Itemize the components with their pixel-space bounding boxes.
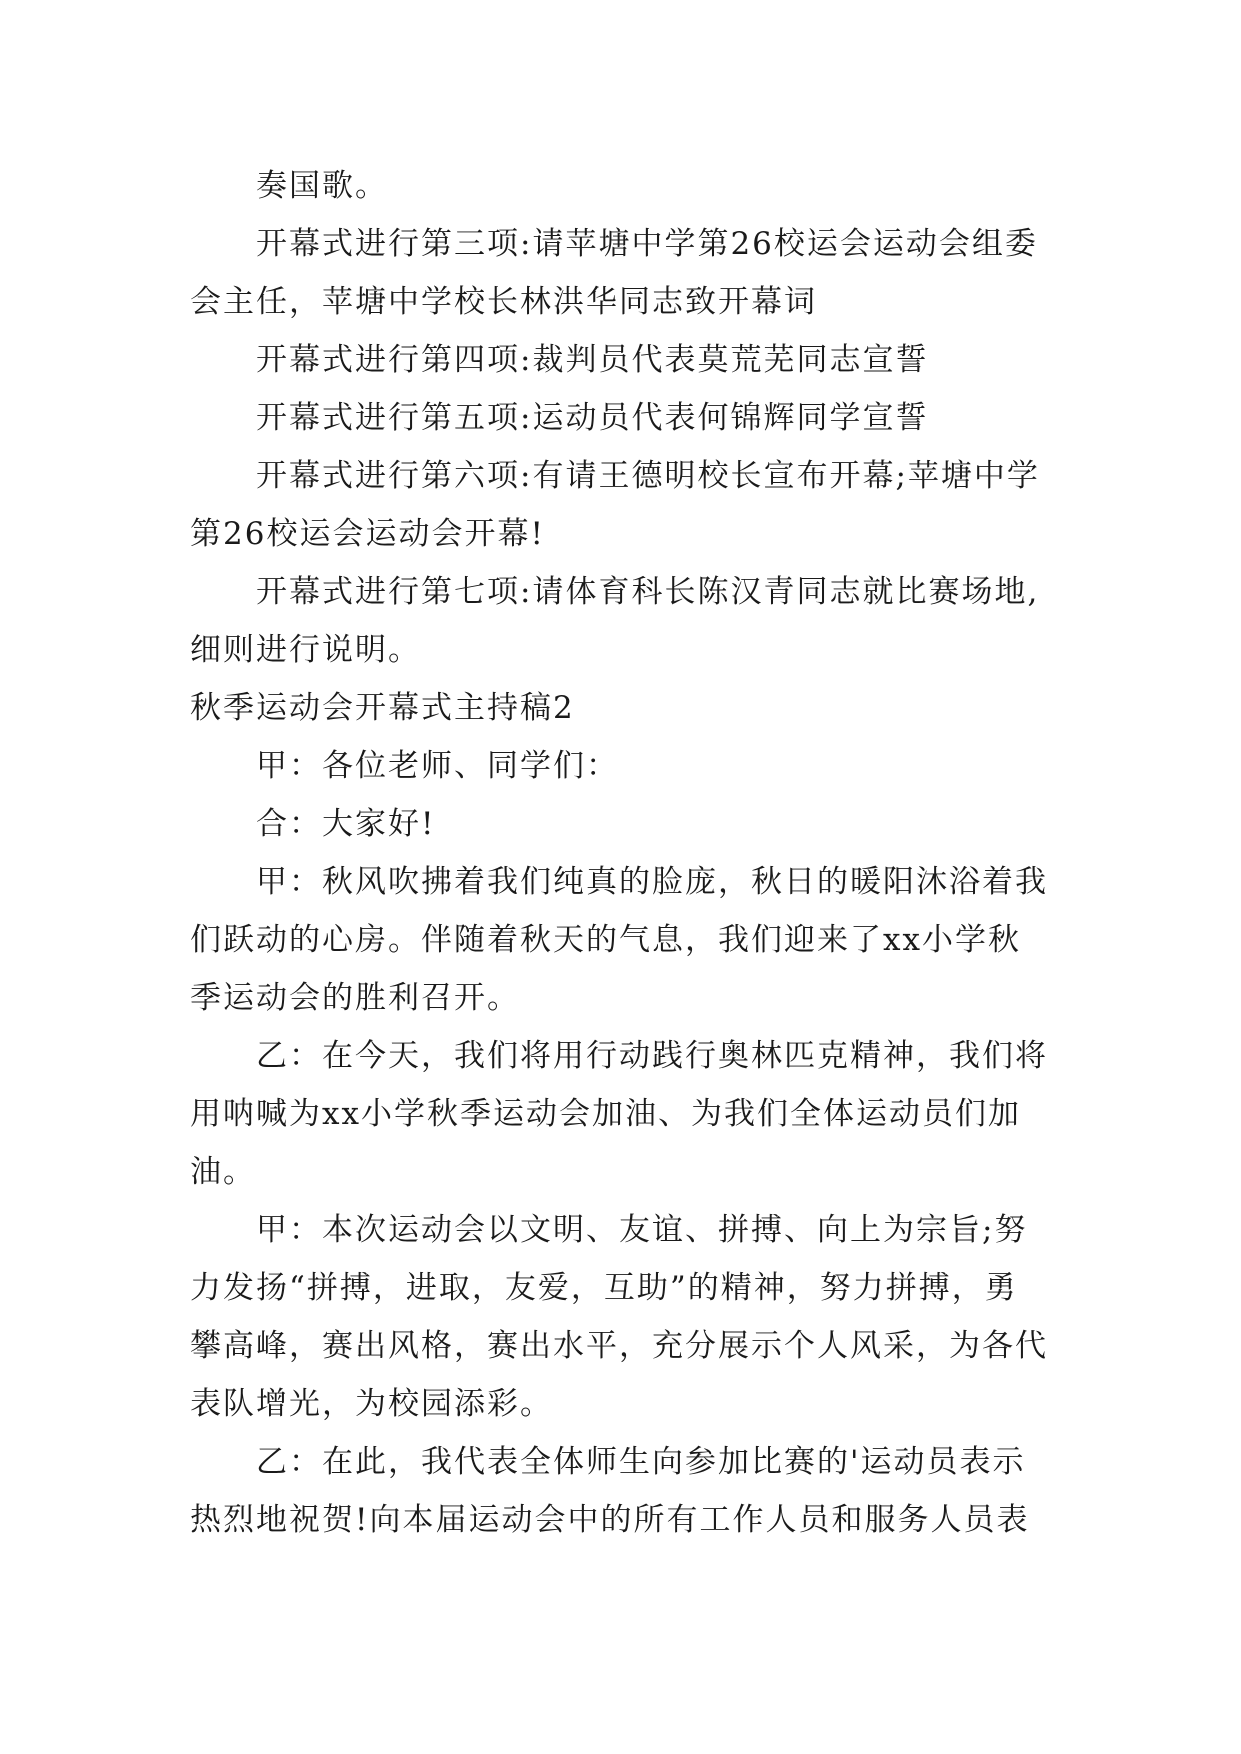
text-line: 会主任，苹塘中学校长林洪华同志致开幕词	[190, 284, 817, 320]
text-line: 第26校运会运动会开幕!	[190, 516, 545, 552]
text-line: 开幕式进行第六项:有请王德明校长宣布开幕;苹塘中学	[256, 458, 1040, 494]
text-line: 甲：秋风吹拂着我们纯真的脸庞，秋日的暖阳沐浴着我	[256, 864, 1048, 900]
text-line: 开幕式进行第三项:请苹塘中学第26校运会运动会组委	[256, 226, 1038, 262]
text-line: 表队增光，为校园添彩。	[190, 1386, 553, 1422]
text-line: 奏国歌。	[256, 168, 388, 204]
text-line: 开幕式进行第四项:裁判员代表莫荒芜同志宣誓	[256, 342, 929, 378]
text-line: 甲：本次运动会以文明、友谊、拼搏、向上为宗旨;努	[256, 1212, 1028, 1248]
text-line: 热烈地祝贺!向本届运动会中的所有工作人员和服务人员表	[190, 1502, 1030, 1538]
text-line: 合：大家好!	[256, 806, 436, 842]
text-line: 季运动会的胜利召开。	[190, 980, 520, 1016]
text-line: 力发扬“拼搏，进取，友爱，互助”的精神，努力拼搏，勇	[190, 1270, 1018, 1306]
section-heading: 秋季运动会开幕式主持稿2	[190, 690, 575, 726]
text-line: 油。	[190, 1154, 256, 1190]
text-line: 们跃动的心房。伴随着秋天的气息，我们迎来了xx小学秋	[190, 922, 1021, 958]
text-line: 开幕式进行第五项:运动员代表何锦辉同学宣誓	[256, 400, 929, 436]
text-line: 乙：在今天，我们将用行动践行奥林匹克精神，我们将	[256, 1038, 1048, 1074]
text-line: 乙：在此，我代表全体师生向参加比赛的'运动员表示	[256, 1444, 1026, 1480]
text-line: 开幕式进行第七项:请体育科长陈汉青同志就比赛场地,	[256, 574, 1040, 610]
text-line: 用呐喊为xx小学秋季运动会加油、为我们全体运动员们加	[190, 1096, 1021, 1132]
text-line: 甲：各位老师、同学们：	[256, 748, 619, 784]
text-line: 细则进行说明。	[190, 632, 421, 668]
text-line: 攀高峰，赛出风格，赛出水平，充分展示个人风采，为各代	[190, 1328, 1048, 1364]
